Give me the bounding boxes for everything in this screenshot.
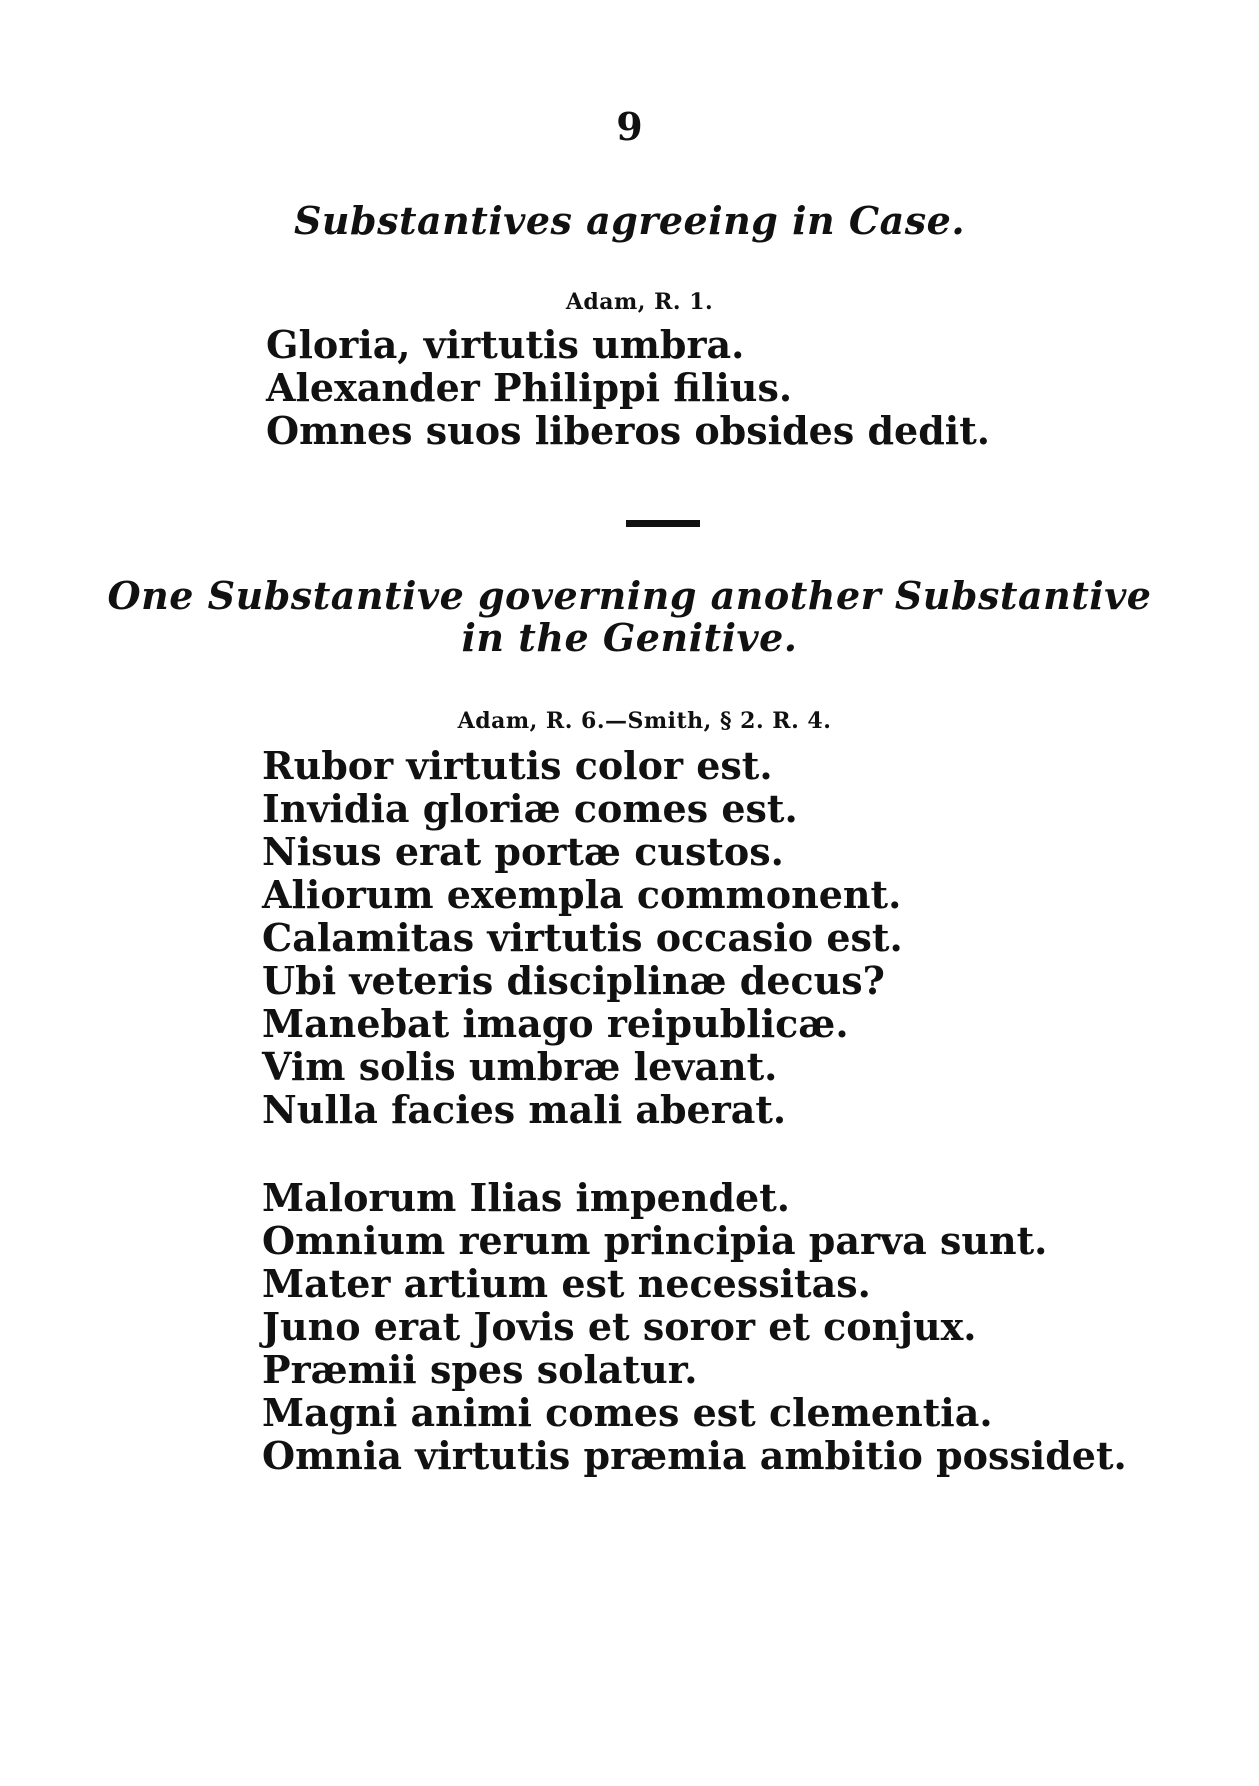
example-line: Mater artium est necessitas. bbox=[262, 1261, 871, 1306]
heading-line-2: in the Genitive. bbox=[461, 615, 798, 660]
example-line: Vim solis umbræ levant. bbox=[262, 1044, 778, 1089]
example-list-1 bbox=[266, 323, 990, 452]
example-list-2 bbox=[262, 744, 903, 1131]
example-line: Gloria, virtutis umbra. bbox=[266, 322, 745, 367]
example-line: Ubi veteris disciplinæ decus? bbox=[262, 958, 885, 1003]
example-line: Rubor virtutis color est. bbox=[262, 743, 773, 788]
section-divider bbox=[626, 520, 700, 527]
example-line: Omnia virtutis præmia ambitio possidet. bbox=[262, 1433, 1127, 1478]
example-line: Præmii spes solatur. bbox=[262, 1347, 698, 1392]
page-number: 9 bbox=[616, 104, 643, 149]
heading-line-1: One Substantive governing another Substantive bbox=[107, 573, 1152, 618]
example-list-3 bbox=[262, 1176, 1127, 1477]
example-line: Omnium rerum principia parva sunt. bbox=[262, 1218, 1048, 1263]
example-line: Malorum Ilias impendet. bbox=[262, 1175, 790, 1220]
example-line: Nulla facies mali aberat. bbox=[262, 1087, 787, 1132]
example-line: Alexander Philippi filius. bbox=[266, 365, 793, 410]
example-line: Manebat imago reipublicæ. bbox=[262, 1001, 849, 1046]
example-line: Nisus erat portæ custos. bbox=[262, 829, 784, 874]
rule-reference-2: Adam, R. 6.—Smith, § 2. R. 4. bbox=[457, 708, 832, 734]
example-line: Magni animi comes est clementia. bbox=[262, 1390, 993, 1435]
example-line: Omnes suos liberos obsides dedit. bbox=[266, 408, 990, 453]
example-line: Calamitas virtutis occasio est. bbox=[262, 915, 903, 960]
section-heading-substantives-agreeing: Substantives agreeing in Case. bbox=[293, 198, 966, 243]
rule-reference-1: Adam, R. 1. bbox=[565, 289, 714, 315]
section-heading-substantive-governing bbox=[0, 575, 1259, 659]
example-line: Juno erat Jovis et soror et conjux. bbox=[262, 1304, 977, 1349]
example-line: Aliorum exempla commonent. bbox=[262, 872, 902, 917]
example-line: Invidia gloriæ comes est. bbox=[262, 786, 798, 831]
